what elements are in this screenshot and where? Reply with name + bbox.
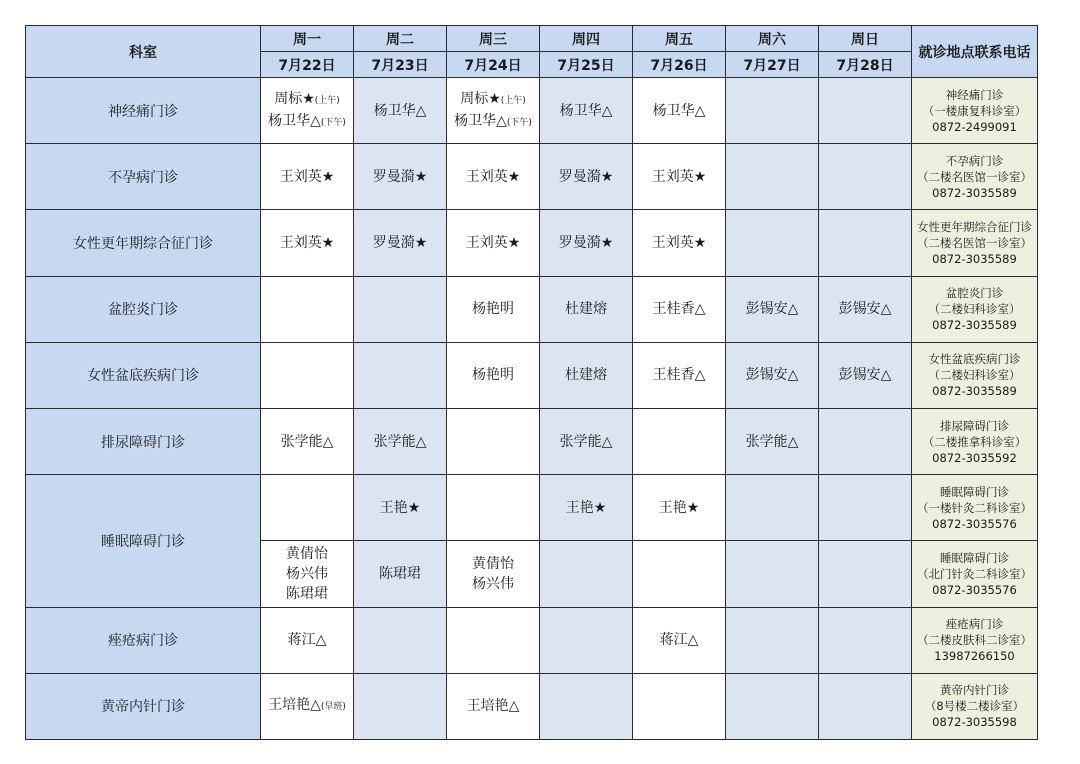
doctor-entry	[540, 233, 632, 253]
doctor-entry	[447, 89, 539, 111]
doctor-entry	[540, 432, 632, 452]
location-cell	[912, 541, 1038, 607]
doctor-name: 周标★	[274, 90, 315, 107]
doctor-entry	[447, 167, 539, 187]
schedule-cell	[540, 276, 633, 342]
doctor-name: 陈珺珺	[286, 585, 328, 602]
doctor-entry	[819, 365, 911, 385]
doctor-name: 杨卫华△	[373, 102, 427, 119]
doctor-name: 王桂香△	[652, 367, 706, 384]
schedule-cell	[633, 408, 726, 474]
schedule-cell	[354, 607, 447, 673]
schedule-cell	[447, 408, 540, 474]
schedule-cell	[261, 541, 354, 607]
schedule-row	[26, 210, 1038, 276]
schedule-cell	[540, 78, 633, 144]
date-header: 7月26日	[633, 52, 726, 78]
doctor-name: 黄倩怡	[286, 545, 328, 562]
doctor-entry	[261, 432, 353, 452]
location-line: 0872-3035589	[932, 185, 1017, 200]
schedule-cell	[819, 342, 912, 408]
schedule-cell	[354, 144, 447, 210]
doctor-name: 张学能△	[280, 433, 334, 450]
doctor-name: 王刘英★	[651, 168, 707, 185]
location-cell	[912, 276, 1038, 342]
location-line: 0872-3035589	[932, 384, 1017, 399]
doctor-entry	[447, 111, 539, 133]
location-cell	[912, 144, 1038, 210]
schedule-cell	[726, 78, 819, 144]
schedule-cell	[726, 210, 819, 276]
doctor-name: 黄倩怡	[472, 555, 514, 572]
shift-note: (上午)	[500, 95, 526, 106]
schedule-cell	[819, 475, 912, 541]
schedule-cell	[633, 607, 726, 673]
schedule-cell	[447, 607, 540, 673]
location-line: 女性更年期综合征门诊	[917, 219, 1032, 234]
doctor-name: 王桂香△	[652, 301, 706, 318]
doctor-entry	[354, 564, 446, 584]
doctor-entry	[726, 432, 818, 452]
doctor-entry	[447, 554, 539, 574]
weekday-header: 周三	[447, 26, 540, 52]
schedule-cell	[633, 342, 726, 408]
doctor-entry	[261, 167, 353, 187]
doctor-name: 王刘英★	[279, 234, 335, 251]
location-line: （二楼妇科诊室）	[928, 302, 1021, 317]
location-line: 0872-2499091	[932, 119, 1017, 134]
schedule-cell	[354, 408, 447, 474]
schedule-cell	[726, 408, 819, 474]
doctor-name: 蒋江△	[659, 632, 699, 649]
doctor-entry	[633, 167, 725, 187]
location-line: 痤疮病门诊	[945, 617, 1004, 632]
doctor-entry	[447, 574, 539, 594]
dept-name: 黄帝内针门诊	[26, 673, 261, 739]
doctor-name: 罗曼漪★	[558, 234, 614, 251]
schedule-row	[26, 607, 1038, 673]
location-line: 排尿障碍门诊	[940, 418, 1009, 433]
location-cell	[912, 210, 1038, 276]
schedule-cell	[633, 673, 726, 739]
doctor-entry	[540, 299, 632, 319]
doctor-name: 王刘英★	[465, 168, 521, 185]
schedule-cell	[819, 673, 912, 739]
schedule-cell	[819, 408, 912, 474]
location-line: 13987266150	[934, 649, 1015, 664]
doctor-entry	[261, 630, 353, 650]
doctor-name: 罗曼漪★	[372, 168, 428, 185]
schedule-cell	[633, 144, 726, 210]
location-line: 0872-3035576	[932, 582, 1017, 597]
doctor-name: 王培艳△	[268, 697, 321, 714]
dept-name: 痤疮病门诊	[26, 607, 261, 673]
weekday-row	[26, 26, 1038, 52]
doctor-entry	[447, 299, 539, 319]
date-header: 7月23日	[354, 52, 447, 78]
schedule-cell	[540, 607, 633, 673]
schedule-row	[26, 342, 1038, 408]
dept-name: 神经痛门诊	[26, 78, 261, 144]
location-line: （二楼推拿科诊室）	[922, 434, 1027, 449]
location-line: 睡眠障碍门诊	[940, 484, 1009, 499]
doctor-entry	[447, 233, 539, 253]
doctor-entry	[633, 630, 725, 650]
schedule-cell	[447, 673, 540, 739]
schedule-cell	[261, 342, 354, 408]
location-line: （二楼名医馆一诊室）	[917, 235, 1032, 250]
doctor-entry	[261, 89, 353, 111]
location-line: 盆腔炎门诊	[945, 286, 1004, 301]
location-line: （一楼针灸二科诊室）	[917, 500, 1032, 515]
schedule-cell	[819, 607, 912, 673]
doctor-name: 杨卫华△	[652, 102, 706, 119]
location-line: 不孕病门诊	[945, 153, 1004, 168]
doctor-name: 彭锡安△	[838, 367, 892, 384]
dept-name: 睡眠障碍门诊	[26, 475, 261, 607]
doctor-name: 周标★	[460, 90, 501, 107]
schedule-cell	[633, 210, 726, 276]
schedule-cell	[819, 210, 912, 276]
schedule-cell	[261, 144, 354, 210]
schedule-cell	[540, 673, 633, 739]
doctor-name: 彭锡安△	[745, 367, 799, 384]
schedule-header	[26, 26, 1038, 78]
schedule-cell	[261, 475, 354, 541]
schedule-cell	[726, 475, 819, 541]
schedule-cell	[447, 144, 540, 210]
doctor-name: 陈珺珺	[379, 565, 421, 582]
location-cell	[912, 475, 1038, 541]
doctor-entry	[354, 167, 446, 187]
schedule-cell	[354, 475, 447, 541]
weekday-header: 周六	[726, 26, 819, 52]
schedule-cell	[354, 541, 447, 607]
date-header: 7月28日	[819, 52, 912, 78]
location-line: 神经痛门诊	[945, 87, 1004, 102]
doctor-entry	[633, 299, 725, 319]
doctor-entry	[261, 233, 353, 253]
schedule-cell	[633, 78, 726, 144]
schedule-cell	[354, 276, 447, 342]
schedule-cell	[633, 276, 726, 342]
location-line: 0872-3035598	[932, 715, 1017, 730]
schedule-cell	[540, 210, 633, 276]
location-cell	[912, 408, 1038, 474]
doctor-name: 彭锡安△	[838, 301, 892, 318]
schedule-cell	[354, 78, 447, 144]
doctor-entry	[261, 564, 353, 584]
doctor-name: 罗曼漪★	[372, 234, 428, 251]
schedule-cell	[726, 673, 819, 739]
date-header: 7月27日	[726, 52, 819, 78]
schedule-cell	[726, 607, 819, 673]
doctor-name: 张学能△	[745, 433, 799, 450]
doctor-entry	[819, 299, 911, 319]
schedule-cell	[819, 276, 912, 342]
dept-header: 科室	[26, 26, 261, 78]
doctor-name: 王刘英★	[651, 234, 707, 251]
doctor-name: 张学能△	[373, 433, 427, 450]
doctor-name: 彭锡安△	[745, 301, 799, 318]
schedule-cell	[261, 607, 354, 673]
schedule-cell	[261, 210, 354, 276]
location-line: （二楼妇科诊室）	[928, 368, 1021, 383]
dept-name: 盆腔炎门诊	[26, 276, 261, 342]
schedule-cell	[819, 541, 912, 607]
location-line: （8号楼二楼诊室）	[924, 699, 1025, 714]
dept-name: 女性盆底疾病门诊	[26, 342, 261, 408]
schedule-cell	[540, 144, 633, 210]
doctor-entry	[633, 498, 725, 518]
doctor-entry	[540, 101, 632, 121]
schedule-cell	[726, 541, 819, 607]
weekday-header: 周一	[261, 26, 354, 52]
doctor-entry	[261, 695, 353, 717]
schedule-cell	[261, 408, 354, 474]
doctor-name: 王刘英★	[279, 168, 335, 185]
doctor-name: 杜建熔	[565, 367, 607, 384]
location-line: （一楼康复科诊室）	[922, 103, 1027, 118]
schedule-row	[26, 78, 1038, 144]
doctor-entry	[726, 365, 818, 385]
doctor-entry	[261, 584, 353, 604]
schedule-row	[26, 276, 1038, 342]
schedule-cell	[633, 475, 726, 541]
doctor-name: 蒋江△	[287, 632, 327, 649]
schedule-cell	[819, 144, 912, 210]
schedule-cell	[447, 276, 540, 342]
schedule-body	[26, 78, 1038, 740]
doctor-name: 杨兴伟	[286, 565, 328, 582]
doctor-name: 王刘英★	[465, 234, 521, 251]
schedule-cell	[633, 541, 726, 607]
date-header: 7月25日	[540, 52, 633, 78]
location-line: 黄帝内针门诊	[940, 683, 1009, 698]
doctor-entry	[726, 299, 818, 319]
doctor-name: 杨卫华△	[559, 102, 613, 119]
schedule-cell	[726, 144, 819, 210]
schedule-cell	[261, 673, 354, 739]
doctor-name: 罗曼漪★	[558, 168, 614, 185]
location-line: 0872-3035576	[932, 516, 1017, 531]
doctor-name: 杨艳明	[472, 301, 514, 318]
date-header: 7月24日	[447, 52, 540, 78]
doctor-name: 张学能△	[559, 433, 613, 450]
location-line: 女性盆底疾病门诊	[928, 352, 1021, 367]
doctor-entry	[540, 365, 632, 385]
shift-note: (上午)	[314, 95, 340, 106]
doctor-name: 杜建熔	[565, 301, 607, 318]
doctor-entry	[354, 432, 446, 452]
schedule-row	[26, 408, 1038, 474]
doctor-name: 王培艳△	[466, 698, 520, 715]
schedule-row	[26, 475, 1038, 541]
location-line: 0872-3035589	[932, 318, 1017, 333]
schedule-cell	[354, 342, 447, 408]
dept-name: 排尿障碍门诊	[26, 408, 261, 474]
doctor-entry	[354, 233, 446, 253]
doctor-name: 王艳★	[658, 499, 700, 516]
schedule-cell	[540, 475, 633, 541]
location-cell	[912, 78, 1038, 144]
clinic-schedule-table	[25, 25, 1038, 740]
schedule-row	[26, 673, 1038, 739]
location-header: 就诊地点联系电话	[912, 26, 1038, 78]
schedule-cell	[540, 541, 633, 607]
doctor-entry	[633, 233, 725, 253]
schedule-cell	[354, 210, 447, 276]
shift-note: (下午)	[320, 117, 346, 128]
location-line: 0872-3035592	[932, 450, 1017, 465]
schedule-cell	[447, 210, 540, 276]
weekday-header: 周日	[819, 26, 912, 52]
location-cell	[912, 342, 1038, 408]
schedule-cell	[447, 78, 540, 144]
schedule-cell	[540, 342, 633, 408]
location-line: 睡眠障碍门诊	[940, 550, 1009, 565]
location-cell	[912, 607, 1038, 673]
schedule-cell	[261, 78, 354, 144]
location-line: （北门针灸二科诊室）	[917, 566, 1032, 581]
shift-note: (下午)	[506, 117, 532, 128]
weekday-header: 周四	[540, 26, 633, 52]
schedule-cell	[540, 408, 633, 474]
doctor-entry	[447, 696, 539, 716]
doctor-entry	[633, 365, 725, 385]
location-line: （二楼皮肤科二诊室）	[917, 633, 1032, 648]
shift-note: (早班)	[320, 702, 346, 713]
date-header: 7月22日	[261, 52, 354, 78]
schedule-cell	[261, 276, 354, 342]
doctor-name: 杨卫华△	[454, 112, 507, 129]
doctor-name: 王艳★	[379, 499, 421, 516]
doctor-entry	[354, 101, 446, 121]
schedule-cell	[447, 541, 540, 607]
schedule-row	[26, 144, 1038, 210]
schedule-cell	[354, 673, 447, 739]
dept-name: 女性更年期综合征门诊	[26, 210, 261, 276]
doctor-entry	[540, 498, 632, 518]
doctor-entry	[540, 167, 632, 187]
doctor-name: 杨卫华△	[268, 112, 321, 129]
weekday-header: 周五	[633, 26, 726, 52]
doctor-entry	[261, 111, 353, 133]
doctor-name: 杨艳明	[472, 367, 514, 384]
schedule-cell	[819, 78, 912, 144]
doctor-entry	[633, 101, 725, 121]
doctor-entry	[354, 498, 446, 518]
doctor-name: 王艳★	[565, 499, 607, 516]
dept-name: 不孕病门诊	[26, 144, 261, 210]
schedule-cell	[447, 475, 540, 541]
doctor-name: 杨兴伟	[472, 575, 514, 592]
schedule-cell	[726, 276, 819, 342]
weekday-header: 周二	[354, 26, 447, 52]
doctor-entry	[261, 544, 353, 564]
schedule-cell	[726, 342, 819, 408]
location-line: 0872-3035589	[932, 251, 1017, 266]
schedule-cell	[447, 342, 540, 408]
doctor-entry	[447, 365, 539, 385]
location-cell	[912, 673, 1038, 739]
location-line: （二楼名医馆一诊室）	[917, 169, 1032, 184]
